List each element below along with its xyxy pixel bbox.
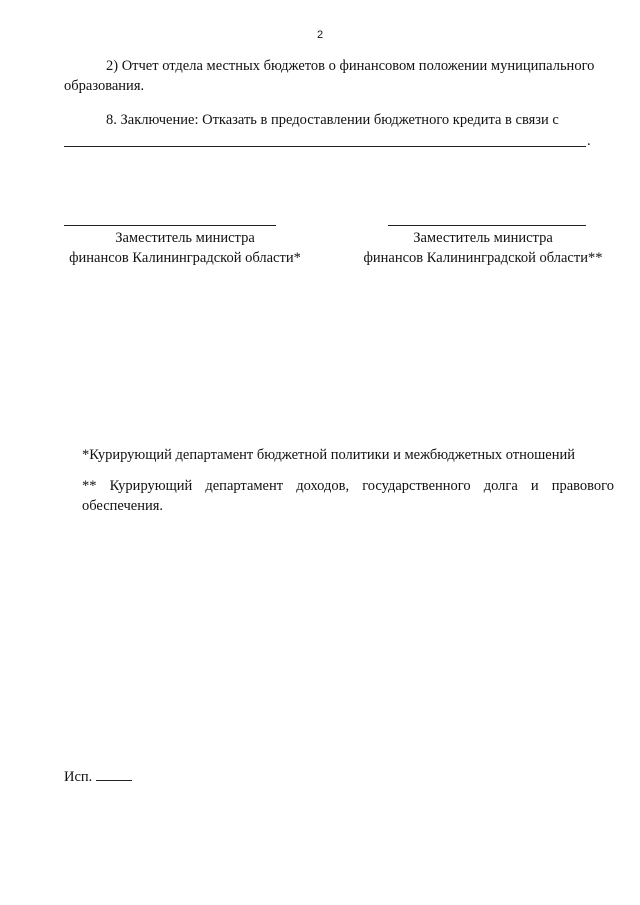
item-8-paragraph: 8. Заключение: Отказать в предоставлении бюджетного кредита в связи с bbox=[106, 112, 559, 128]
page-number: 2 bbox=[316, 29, 324, 41]
conclusion-blank-line bbox=[64, 146, 586, 147]
item-2-paragraph: 2) Отчет отдела местных бюджетов о финансовом положении муниципального образования. bbox=[64, 58, 595, 94]
executor-label: Исп. bbox=[64, 769, 93, 785]
footnote-1: *Курирующий департамент бюджетной политики и межбюджетных отношений bbox=[82, 447, 576, 463]
signature-block-left bbox=[50, 228, 320, 268]
signature-left-title: Заместитель министра bbox=[115, 230, 255, 246]
signature-line-left bbox=[64, 225, 276, 226]
signature-block-right bbox=[350, 228, 616, 268]
signature-line-right bbox=[388, 225, 586, 226]
signature-right-title: Заместитель министра bbox=[413, 230, 553, 246]
executor-blank-line bbox=[96, 766, 132, 781]
footnote-2: ** Курирующий департамент доходов, государственного долга и правового обеспечения. bbox=[82, 478, 614, 514]
signature-right-org: финансов Калининградской области** bbox=[363, 250, 603, 266]
signature-left-org: финансов Калининградской области* bbox=[69, 250, 301, 266]
conclusion-period: . bbox=[587, 133, 591, 149]
executor-field bbox=[64, 766, 132, 787]
